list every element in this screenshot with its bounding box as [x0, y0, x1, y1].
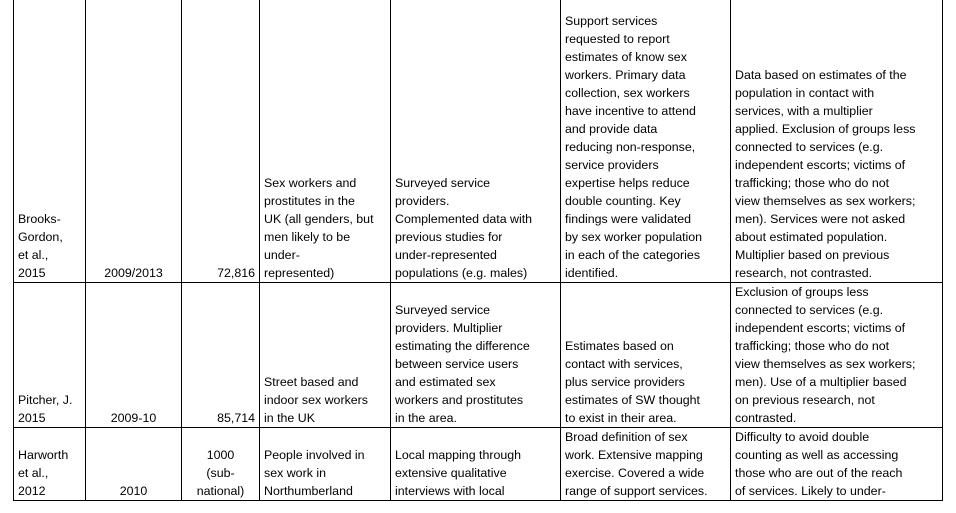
table-row — [14, 0, 943, 283]
table-row — [14, 428, 943, 501]
method-cell: Local mapping through extensive qualitative interviews with local — [391, 428, 561, 501]
limitations-cell: Data based on estimates of the population in contact with services, with a multiplier applied. Exclusion of groups less connected to services (e.g. independent escorts; victims of trafficking; those who do not view themselves as sex workers; men). Services were not asked about estimated population. Multiplier based on previous research, not contrasted. — [731, 0, 943, 283]
author-cell: Harworth et al., 2012 — [14, 428, 86, 501]
population-cell: Street based and indoor sex workers in the UK — [260, 283, 391, 428]
method-cell: Surveyed service providers. Multiplier estimating the difference between service users and estimated sex workers and prostitutes in the area. — [391, 283, 561, 428]
population-cell: People involved in sex work in Northumberland — [260, 428, 391, 501]
author-cell: Brooks- Gordon, et al., 2015 — [14, 0, 86, 283]
estimate-cell: 1000 (sub- national) — [182, 428, 260, 501]
year-cell: 2009-10 — [86, 283, 182, 428]
method-cell: Surveyed service providers. Complemented data with previous studies for under-represented populations (e.g. males) — [391, 0, 561, 283]
estimate-cell: 72,816 — [182, 0, 260, 283]
author-cell: Pitcher, J. 2015 — [14, 283, 86, 428]
year-cell: 2009/2013 — [86, 0, 182, 283]
year-cell: 2010 — [86, 428, 182, 501]
strengths-cell: Broad definition of sex work. Extensive mapping exercise. Covered a wide range of support services. — [561, 428, 731, 501]
studies-table — [13, 0, 943, 501]
table-row — [14, 283, 943, 428]
population-cell: Sex workers and prostitutes in the UK (all genders, but men likely to be under- represented) — [260, 0, 391, 283]
limitations-cell: Exclusion of groups less connected to services (e.g. independent escorts; victims of trafficking; those who do not view themselves as sex workers; men). Use of a multiplier based on previous research, not contrasted. — [731, 283, 943, 428]
estimate-cell: 85,714 — [182, 283, 260, 428]
strengths-cell: Support services requested to report estimates of know sex workers. Primary data collection, sex workers have incentive to attend and provide data reducing non-response, service providers expertise helps reduce double counting. Key findings were validated by sex worker population in each of the categories identified. — [561, 0, 731, 283]
limitations-cell: Difficulty to avoid double counting as well as accessing those who are out of the reach of services. Likely to under- — [731, 428, 943, 501]
strengths-cell: Estimates based on contact with services, plus service providers estimates of SW thought to exist in their area. — [561, 283, 731, 428]
